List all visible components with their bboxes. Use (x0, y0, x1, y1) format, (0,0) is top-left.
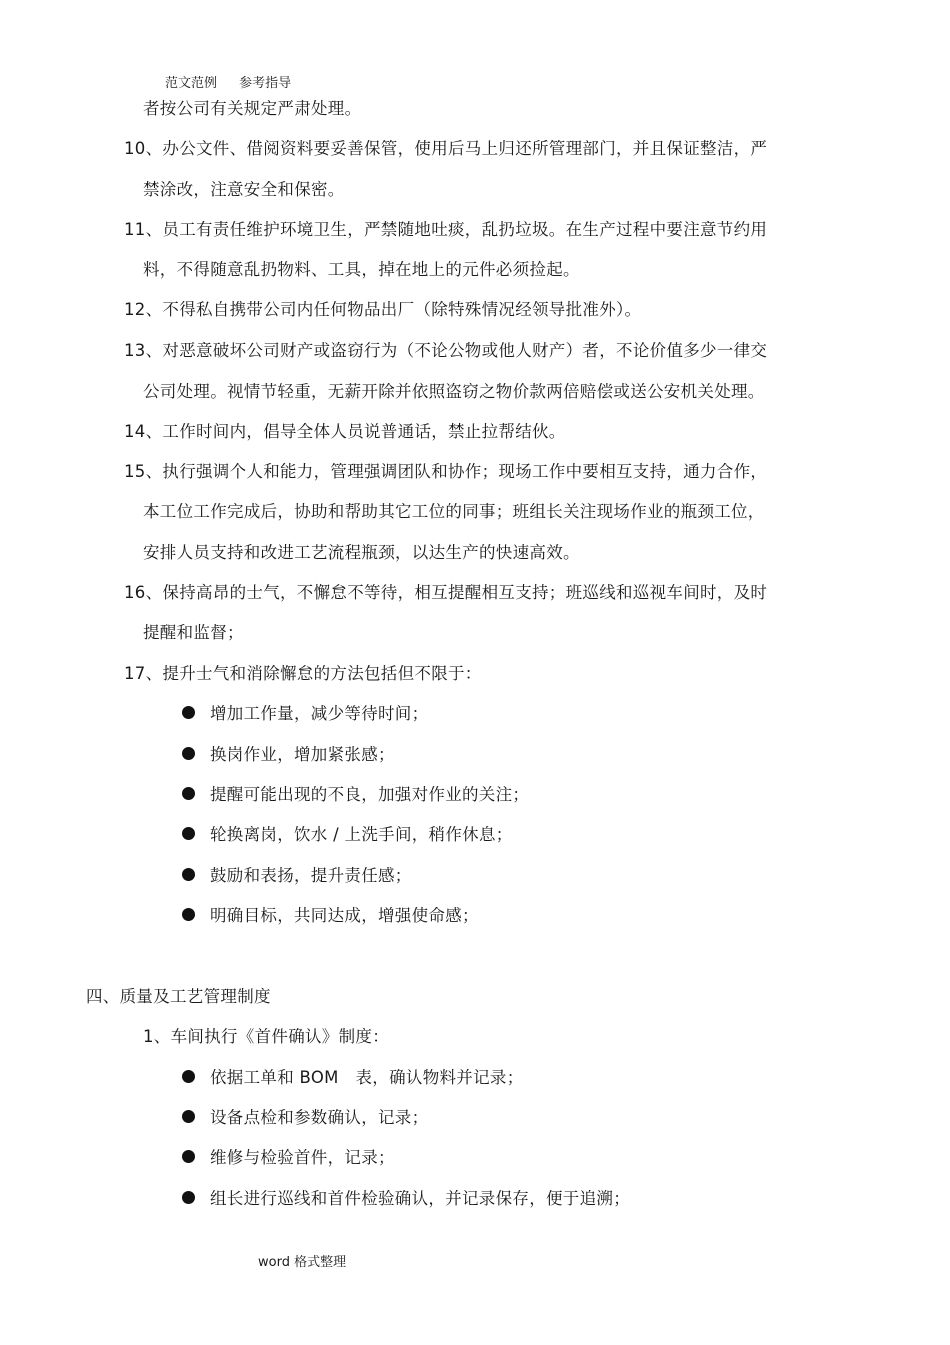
bullet-dot-icon (182, 1110, 195, 1123)
bullet-text: 提醒可能出现的不良，加强对作业的关注； (210, 785, 530, 804)
bullet-item (182, 1064, 524, 1088)
bullet-dot-icon (182, 747, 195, 760)
paragraph-line: 禁涂改，注意安全和保密。 (143, 180, 345, 199)
bullet-item (182, 1104, 428, 1128)
section-title: 四、质量及工艺管理制度 (86, 987, 271, 1006)
paragraph-line: 17、提升士气和消除懈怠的方法包括但不限于： (124, 664, 482, 683)
bullet-dot-icon (182, 1070, 195, 1083)
paragraph-line: 14、工作时间内，倡导全体人员说普通话，禁止拉帮结伙。 (124, 422, 566, 441)
bullet-text: 轮换离岗，饮水 / 上洗手间，稍作休息； (210, 825, 513, 844)
bullet-item (182, 1185, 630, 1209)
bullet-dot-icon (182, 706, 195, 719)
bullet-dot-icon (182, 1191, 195, 1204)
bullet-dot-icon (182, 908, 195, 921)
paragraph-line: 提醒和监督； (143, 623, 244, 642)
bullet-text: 维修与检验首件，记录； (210, 1148, 395, 1167)
page-header (165, 72, 309, 91)
bullet-item (182, 700, 428, 724)
paragraph-line: 本工位工作完成后，协助和帮助其它工位的同事；班组长关注现场作业的瓶颈工位， (143, 502, 765, 521)
bullet-dot-icon (182, 787, 195, 800)
bullet-text: 换岗作业，增加紧张感； (210, 745, 395, 764)
paragraph-line: 者按公司有关规定严肃处理。 (143, 99, 362, 118)
paragraph-line: 公司处理。视情节轻重，无薪开除并依照盗窃之物价款两倍赔偿或送公安机关处理。 (143, 382, 765, 401)
page-footer: word 格式整理 (258, 1255, 347, 1270)
paragraph-line: 安排人员支持和改进工艺流程瓶颈，以达生产的快速高效。 (143, 543, 580, 562)
paragraph-line: 16、保持高昂的士气，不懈怠不等待，相互提醒相互支持；班巡线和巡视车间时，及时 (124, 583, 768, 602)
bullet-item (182, 781, 529, 805)
bullet-text: 明确目标，共同达成，增强使命感； (210, 906, 479, 925)
bullet-item (182, 741, 395, 765)
bullet-dot-icon (182, 868, 195, 881)
bullet-text: 设备点检和参数确认，记录； (210, 1108, 429, 1127)
header-left-text: 范文范例 (165, 76, 218, 91)
bullet-text: 鼓励和表扬，提升责任感； (210, 866, 412, 885)
sub-item: 1、车间执行《首件确认》制度： (143, 1027, 389, 1046)
paragraph-line: 13、对恶意破坏公司财产或盗窃行为（不论公物或他人财产）者，不论价值多少一律交 (124, 341, 768, 360)
bullet-item (182, 821, 513, 845)
bullet-item (182, 902, 479, 926)
bullet-dot-icon (182, 827, 195, 840)
header-right-text: 参考指导 (239, 76, 292, 91)
bullet-dot-icon (182, 1150, 195, 1163)
paragraph-line: 11、员工有责任维护环境卫生，严禁随地吐痰，乱扔垃圾。在生产过程中要注意节约用 (124, 220, 768, 239)
paragraph-line: 15、执行强调个人和能力，管理强调团队和协作；现场工作中要相互支持，通力合作， (124, 462, 768, 481)
paragraph-line: 10、办公文件、借阅资料要妥善保管，使用后马上归还所管理部门，并且保证整洁，严 (124, 139, 768, 158)
bullet-item (182, 862, 412, 886)
bullet-item (182, 1144, 395, 1168)
paragraph-line: 12、不得私自携带公司内任何物品出厂（除特殊情况经领导批准外）。 (124, 300, 642, 319)
bullet-text: 组长进行巡线和首件检验确认，并记录保存，便于追溯； (210, 1189, 630, 1208)
bullet-text: 依据工单和 BOM 表，确认物料并记录； (210, 1068, 524, 1087)
paragraph-line: 料，不得随意乱扔物料、工具，掉在地上的元件必须捡起。 (143, 260, 580, 279)
bullet-text: 增加工作量，减少等待时间； (210, 704, 429, 723)
